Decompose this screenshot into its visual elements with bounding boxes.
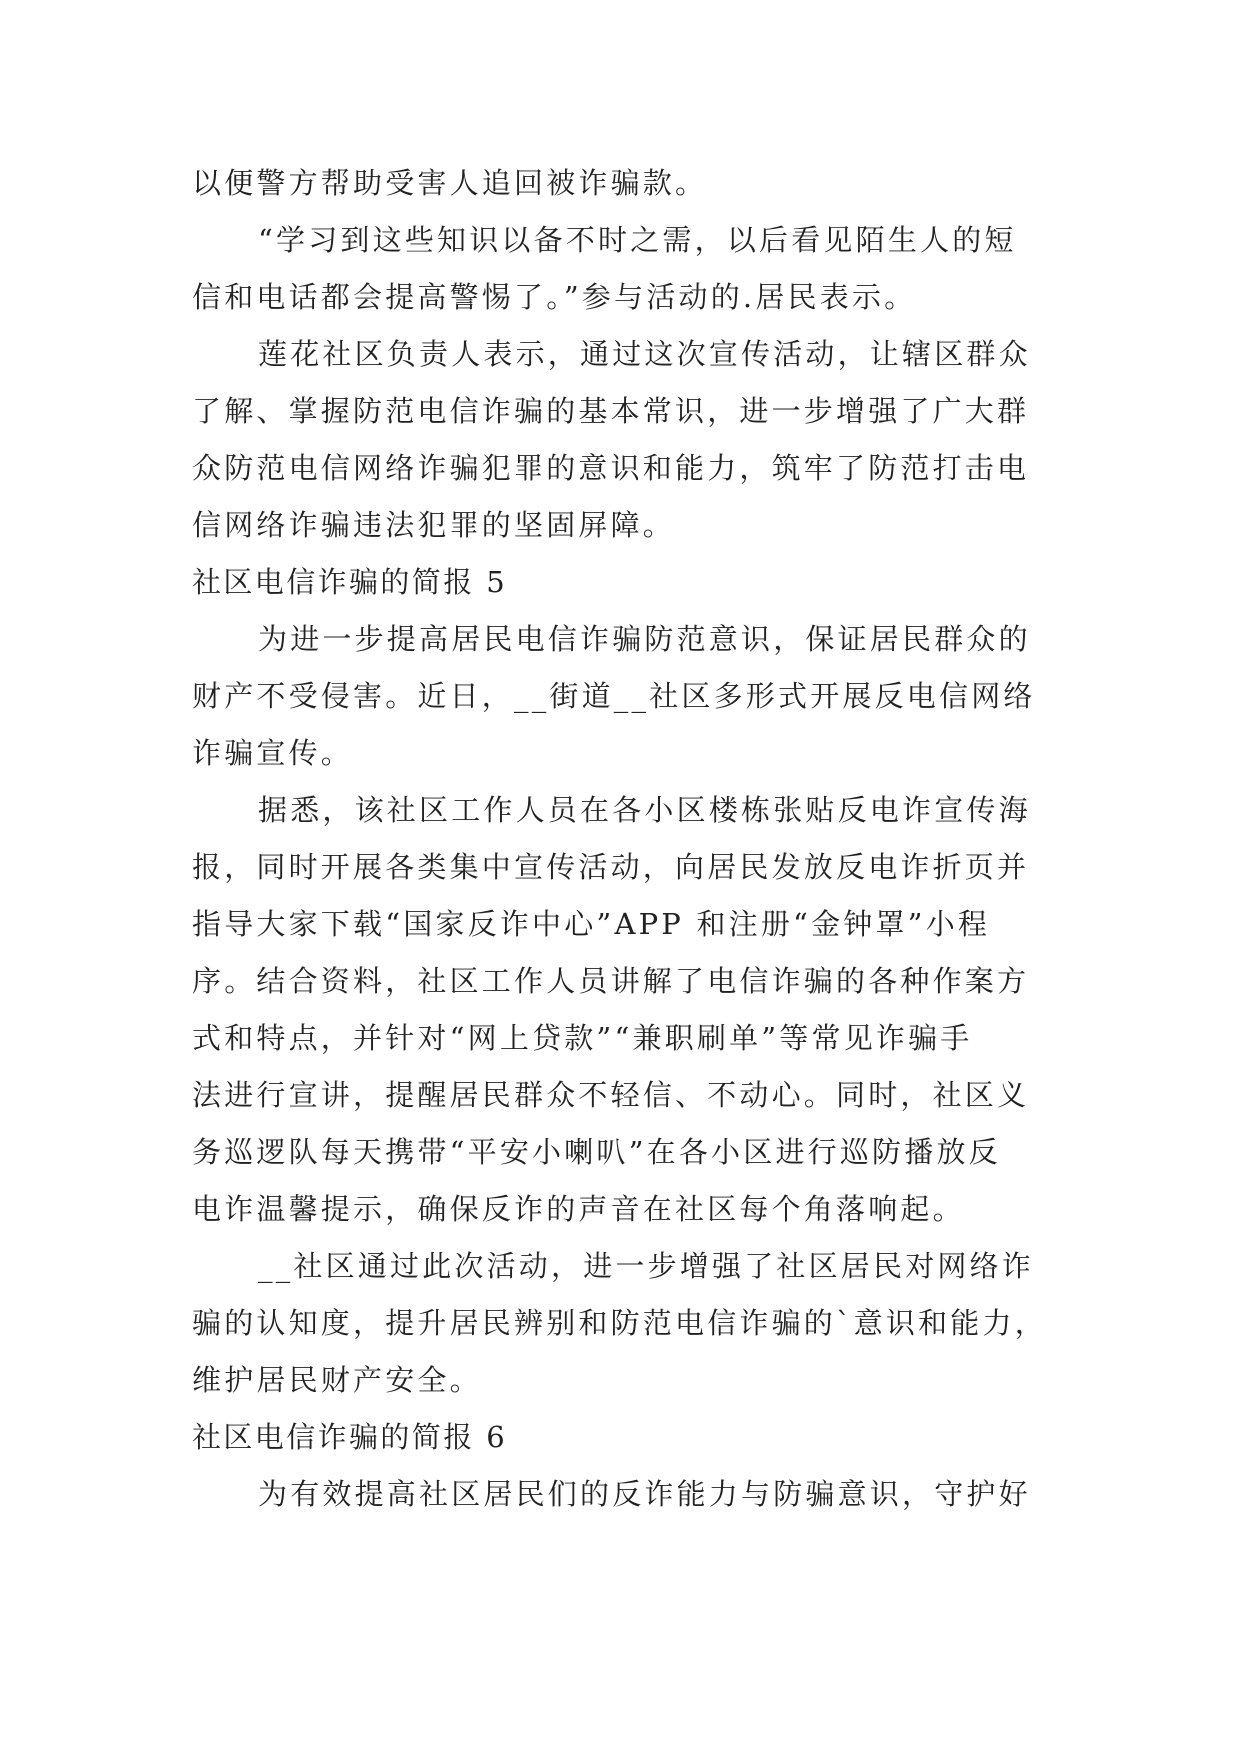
paragraph-continuation xyxy=(192,155,1052,212)
text-line: 序。结合资料，社区工作人员讲解了电信诈骗的各种作案方 xyxy=(192,964,1030,998)
text-line: 为有效提高社区居民们的反诈能力与防骗意识，守护好 xyxy=(258,1477,1031,1511)
text-line: 指导大家下载“国家反诈中心”APP 和注册“金钟罩”小程 xyxy=(192,907,991,941)
text-line: 式和特点，并针对“网上贷款”“兼职刷单”等常见诈骗手 xyxy=(192,1021,973,1055)
paragraph-resident-quote xyxy=(192,212,1052,326)
section-heading-6 xyxy=(192,1409,1052,1466)
text-line: 莲花社区负责人表示，通过这次宣传活动，让辖区群众 xyxy=(258,337,1031,371)
paragraph-intro-5 xyxy=(192,611,1052,782)
text-line: 法进行宣讲，提醒居民群众不轻信、不动心。同时，社区义 xyxy=(192,1078,1030,1112)
text-line: __社区通过此次活动，进一步增强了社区居民对网络诈 xyxy=(258,1249,1035,1283)
section-heading-5 xyxy=(192,554,1052,611)
heading-text: 社区电信诈骗的简报 5 xyxy=(192,565,508,599)
paragraph-community-leader xyxy=(192,326,1052,554)
paragraph-activities-5 xyxy=(192,782,1052,1238)
text-line: 为进一步提高居民电信诈骗防范意识，保证居民群众的 xyxy=(258,622,1031,656)
text-line: 信网络诈骗违法犯罪的坚固屏障。 xyxy=(192,508,676,542)
text-line: 了解、掌握防范电信诈骗的基本常识，进一步增强了广大群 xyxy=(192,394,1030,428)
text-line: 报，同时开展各类集中宣传活动，向居民发放反电诈折页并 xyxy=(192,850,1030,884)
text-line: 诈骗宣传。 xyxy=(192,736,354,770)
document-body xyxy=(192,155,1052,1523)
text-line: 众防范电信网络诈骗犯罪的意识和能力，筑牢了防范打击电 xyxy=(192,451,1030,485)
heading-text: 社区电信诈骗的简报 6 xyxy=(192,1420,508,1454)
paragraph-intro-6 xyxy=(192,1466,1052,1523)
text-line: “学习到这些知识以备不时之需，以后看见陌生人的短 xyxy=(258,223,1017,257)
text-line: 维护居民财产安全。 xyxy=(192,1363,482,1397)
paragraph-conclusion-5 xyxy=(192,1238,1052,1409)
text-line: 信和电话都会提高警惕了。”参与活动的.居民表示。 xyxy=(192,280,917,314)
text-line: 据悉，该社区工作人员在各小区楼栋张贴反电诈宣传海 xyxy=(258,793,1031,827)
text-line: 电诈温馨提示，确保反诈的声音在社区每个角落响起。 xyxy=(192,1192,965,1226)
text-line: 财产不受侵害。近日，__街道__社区多形式开展反电信网络 xyxy=(192,679,1036,713)
text-line: 骗的认知度，提升居民辨别和防范电信诈骗的`意识和能力， xyxy=(192,1306,1047,1340)
text-line: 以便警方帮助受害人追回被诈骗款。 xyxy=(192,166,708,200)
text-line: 务巡逻队每天携带“平安小喇叭”在各小区进行巡防播放反 xyxy=(192,1135,1001,1169)
